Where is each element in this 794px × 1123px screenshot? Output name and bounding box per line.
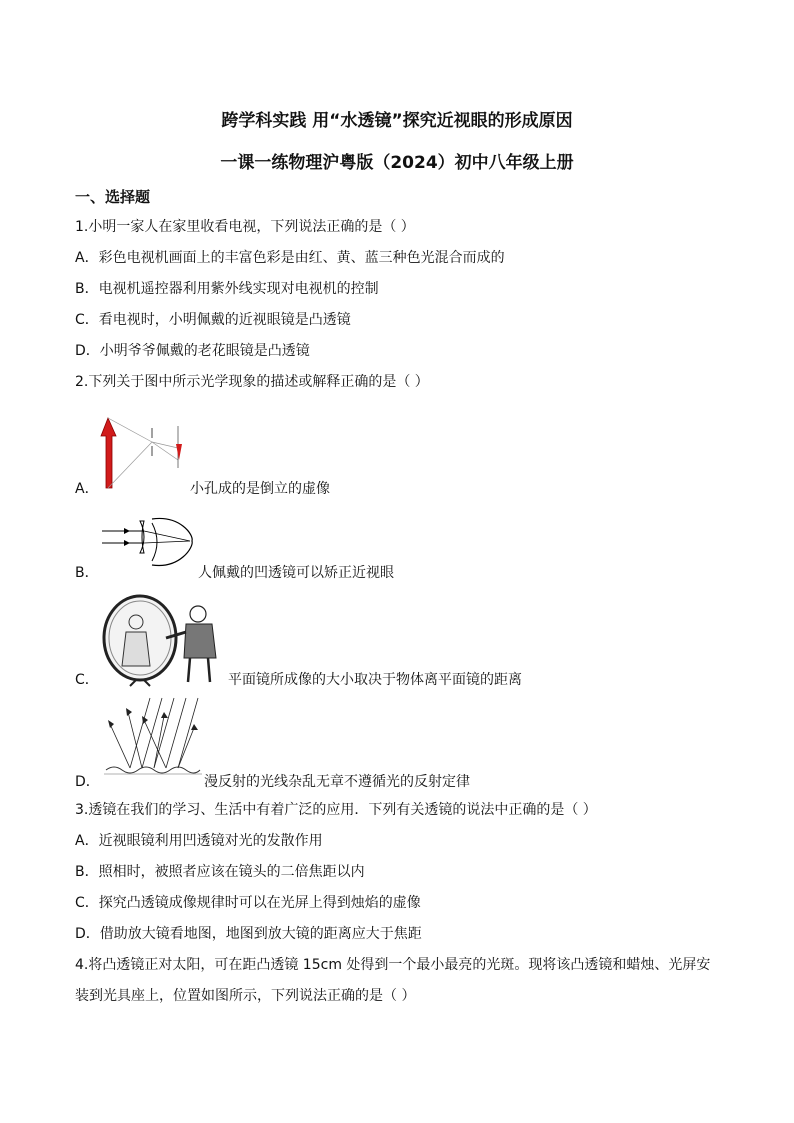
- diffuse-reflection-icon: [100, 694, 204, 780]
- page-subtitle: 一课一练物理沪粤版（2024）初中八年级上册: [220, 153, 574, 173]
- question-2-option-b-text: 人佩戴的凹透镜可以矫正近视眼: [198, 565, 394, 581]
- question-2-option-c-letter: C．: [75, 672, 99, 688]
- section-heading: 一、选择题: [75, 188, 151, 206]
- question-2-option-d-text: 漫反射的光线杂乱无章不遵循光的反射定律: [204, 774, 470, 790]
- question-2-option-a-letter: A．: [75, 481, 99, 497]
- question-3-option-b: B．照相时，被照者应该在镜头的二倍焦距以内: [75, 864, 365, 880]
- question-2-option-b-letter: B．: [75, 565, 99, 581]
- plane-mirror-icon: [100, 592, 224, 688]
- question-2-option-a-text: 小孔成的是倒立的虚像: [190, 481, 330, 497]
- question-4-stem-line2: 装到光具座上，位置如图所示，下列说法正确的是（ ）: [75, 988, 416, 1004]
- question-2-stem: 2.下列关于图中所示光学现象的描述或解释正确的是（ ）: [75, 374, 429, 390]
- question-1-option-c: C．看电视时，小明佩戴的近视眼镜是凸透镜: [75, 312, 351, 328]
- question-2-option-d-letter: D．: [75, 774, 100, 790]
- question-3-option-a: A．近视眼镜利用凹透镜对光的发散作用: [75, 833, 323, 849]
- question-1-option-d: D．小明爷爷佩戴的老花眼镜是凸透镜: [75, 343, 310, 359]
- question-1-option-a: A．彩色电视机画面上的丰富色彩是由红、黄、蓝三种色光混合而成的: [75, 250, 505, 266]
- question-3-option-d: D．借助放大镜看地图，地图到放大镜的距离应大于焦距: [75, 926, 422, 942]
- question-2-option-c-text: 平面镜所成像的大小取决于物体离平面镜的距离: [228, 672, 522, 688]
- question-4-stem-line1: 4.将凸透镜正对太阳，可在距凸透镜 15cm 处得到一个最小最亮的光斑。现将该凸透镜和蜡烛、光屏安: [75, 957, 711, 973]
- question-3-option-c: C．探究凸透镜成像规律时可以在光屏上得到烛焰的虚像: [75, 895, 421, 911]
- pinhole-camera-icon: [96, 408, 188, 496]
- question-1-option-b: B．电视机遥控器利用紫外线实现对电视机的控制: [75, 281, 379, 297]
- eye-lens-icon: [100, 513, 196, 575]
- page-title: 跨学科实践 用“水透镜”探究近视眼的形成原因: [221, 111, 573, 131]
- question-1-stem: 1.小明一家人在家里收看电视，下列说法正确的是（ ）: [75, 219, 415, 235]
- question-3-stem: 3.透镜在我们的学习、生活中有着广泛的应用．下列有关透镜的说法中正确的是（ ）: [75, 802, 597, 818]
